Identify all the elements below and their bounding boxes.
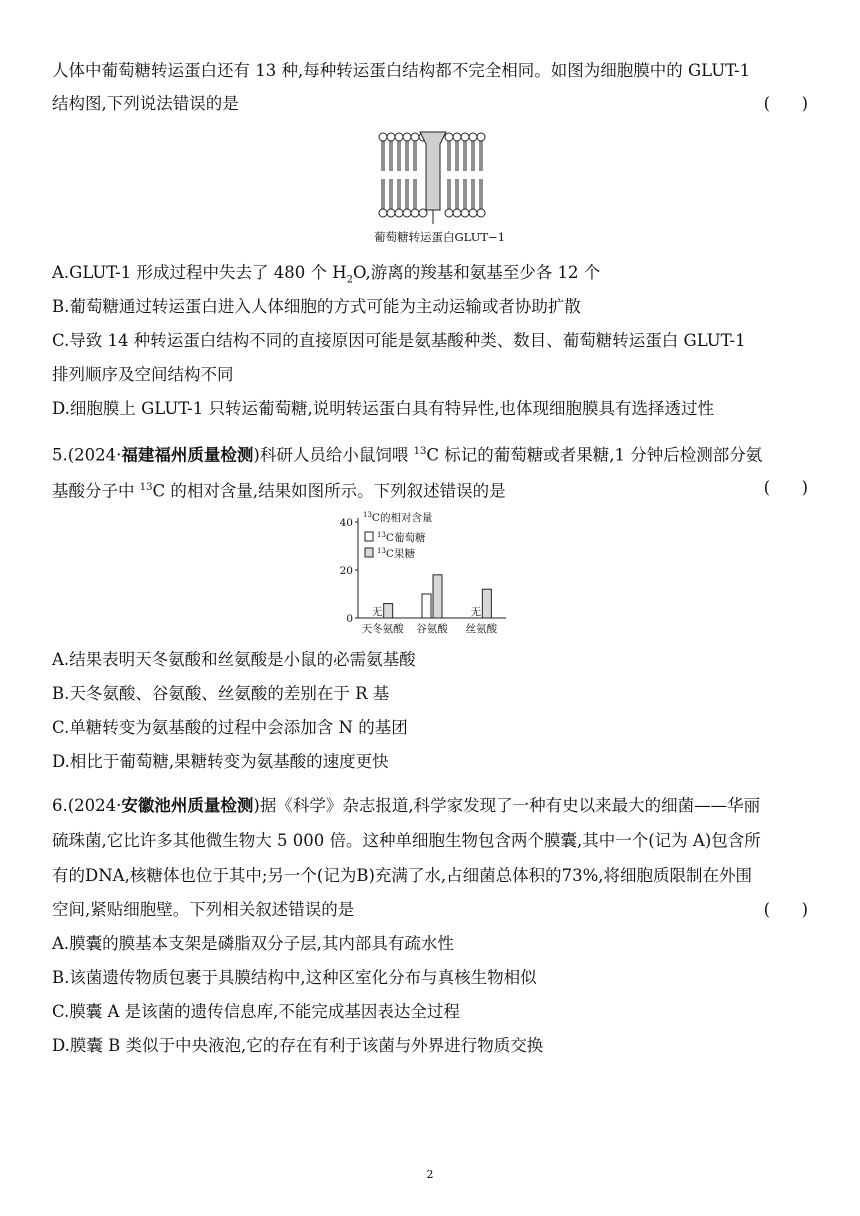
amino-acid-bar-chart [330,508,530,638]
legend-swatch [365,548,373,557]
y-tick-label: 0 [346,613,353,625]
y-tick-label: 40 [339,517,353,529]
question-4-stem-line-2: 结构图,下列说法错误的是 [52,94,239,113]
membrane-diagram [370,126,490,226]
page-number: 2 [426,1168,434,1181]
q4-option-b: B.葡萄糖通过转运蛋白进入人体细胞的方式可能为主动运输或者协助扩散 [52,297,581,316]
bar [422,594,431,618]
glut1-membrane-figure [370,126,490,226]
q6-option-d: D.膜囊 B 类似于中央液泡,它的存在有利于该菌与外界进行物质交换 [52,1036,544,1055]
no-data-label: 无 [371,606,383,618]
legend-label: $^{13}$C葡萄糖 [377,531,426,544]
x-tick-label: 谷氨酸 [416,623,448,635]
q4-option-c-line-2: 排列顺序及空间结构不同 [52,365,234,384]
q6-option-c: C.膜囊 A 是该菌的遗传信息库,不能完成基因表达全过程 [52,1002,460,1021]
q4-option-d: D.细胞膜上 GLUT-1 只转运葡萄糖,说明转运蛋白具有特异性,也体现细胞膜具有选择透过性 [52,399,714,418]
no-data-label: 无 [470,606,482,618]
q4-option-c-line-1: C.导致 14 种转运蛋白结构不同的直接原因可能是氨基酸种类、数目、葡萄糖转运蛋白 GLUT-1 [52,331,746,350]
q6-option-b: B.该菌遗传物质包裹于具膜结构中,这种区室化分布与真核生物相似 [52,968,537,987]
chart-svg [330,508,530,638]
bar [482,589,491,618]
y-tick-label: 20 [339,565,353,577]
x-tick-label: 丝氨酸 [465,623,498,635]
answer-paren: ( ) [763,478,808,497]
q4-option-a: A.GLUT-1 形成过程中失去了 480 个 $H_2O$,游离的羧基和氨基至少各 12 个 [52,263,601,286]
question-5-stem-line-1: 5.(2024·福建福州质量检测)科研人员给小鼠饲喂 $^{13}$C 标记的葡萄糖或者果糖,1 分钟后检测部分氨 [52,445,763,465]
answer-paren: ( ) [763,94,808,113]
question-4-stem-line-1: 人体中葡萄糖转运蛋白还有 13 种,每种转运蛋白结构都不完全相同。如图为细胞膜中的 GLUT-1 [52,61,751,80]
answer-paren: ( ) [763,900,808,919]
q5-option-a: A.结果表明天冬氨酸和丝氨酸是小鼠的必需氨基酸 [52,650,416,669]
q6-option-a: A.膜囊的膜基本支架是磷脂双分子层,其内部具有疏水性 [52,934,454,953]
question-6-stem-line-1: 6.(2024·安徽池州质量检测)据《科学》杂志报道,科学家发现了一种有史以来最大的细菌——华丽 [52,796,761,815]
bar [384,604,393,618]
chart-title: $^{13}$C的相对含量 [363,511,433,524]
question-6-stem-line-4: 空间,紧贴细胞壁。下列相关叙述错误的是 [52,900,355,919]
question-5-stem-line-2: 基酸分子中 $^{13}$C 的相对含量,结果如图所示。下列叙述错误的是 [52,481,506,501]
figure-caption: 葡萄糖转运蛋白GLUT−1 [374,230,506,244]
q5-option-c: C.单糖转变为氨基酸的过程中会添加含 N 的基团 [52,718,408,737]
question-source: 福建福州质量检测 [121,445,254,465]
legend-swatch [365,532,373,541]
question-source: 安徽池州质量检测 [121,796,254,815]
question-6-stem-line-3: 有的DNA,核糖体也位于其中;另一个(记为B)充满了水,占细菌总体积的73%,将细胞质限制在外围 [52,866,753,885]
question-6-stem-line-2: 硫珠菌,它比许多其他微生物大 5 000 倍。这种单细胞生物包含两个膜囊,其中一个(记为 A)包含所 [52,831,761,850]
q5-option-b: B.天冬氨酸、谷氨酸、丝氨酸的差别在于 R 基 [52,684,390,703]
q5-option-d: D.相比于葡萄糖,果糖转变为氨基酸的速度更快 [52,752,389,771]
x-tick-label: 天冬氨酸 [361,623,404,635]
bar [433,575,442,618]
legend-label: $^{13}$C果糖 [377,547,415,560]
